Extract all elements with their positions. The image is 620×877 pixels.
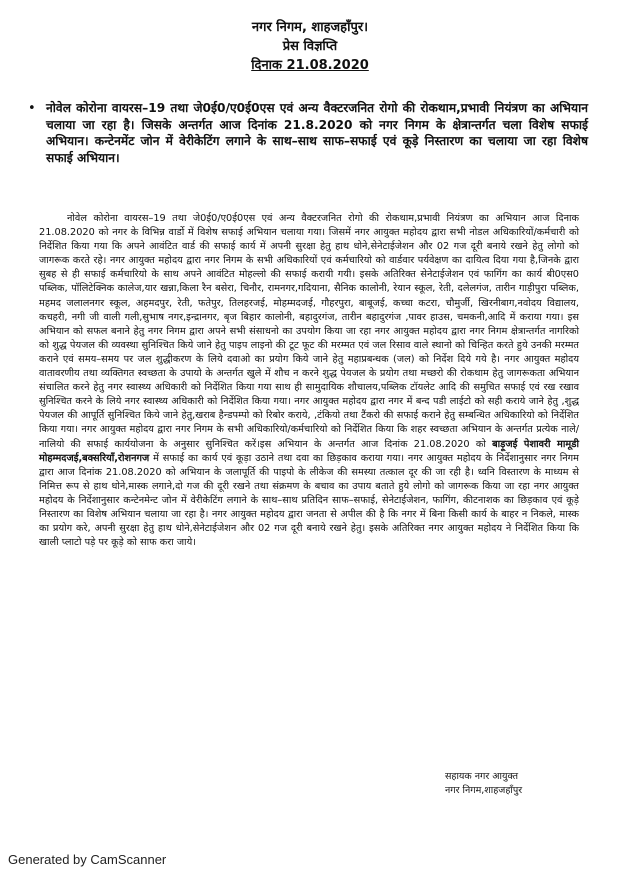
signature-block: [445, 770, 605, 798]
summary-text: नोवेल कोरोना वायरस–19 तथा जे0ई0/ए0ई0एस एवं अन्य वैक्टरजनित रोगो की रोकथाम,प्रभावी नियंत्रण का अभियान चलाया जा रहा है। जिसके अन्तर्गत आज दिनांक 21.8.2020 को नगर निगम के क्षेत्रान्तर्गत चला विशेष सफाई अभियान। कन्टेनमेंट जोन में वेरीकेटिंग लगाने के साथ–साथ साफ–सफाई एवं कूड़े निस्तारण का चलाया जा रहा विशेष सफाई अभियान।: [46, 101, 588, 165]
body-paragraph: [39, 212, 579, 550]
document-type: प्रेस विज्ञप्ति: [282, 39, 338, 54]
document-header: [0, 18, 620, 75]
body-text-part-2: में सफाई का कार्य एवं कूड़ा उठाने तथा दवा का छिड़काव कराया गया। नगर आयुक्त महोदय के निर्देशानुसार नगर निगम द्वारा आज दिनांक 21.08.2020 को अभियान के जलापूर्ति की पाइपो के लीकेज की समस्या तत्काल दूर की जा रही है। ध्वनि विस्तारण के माध्यम से निमित्त रूप से हाथ धोने,मास्क लगाने,दो गज की दूरी रखने तथा संक्रमण के बचाव का उपाय बताते हुये लोगो को जागरूक किया जा रहा नगर आयुक्त महोदय के निर्देशानुसार कन्टेनमेन्ट जोन में वेरीकेटिंग लगाने के साथ–साथ प्रतिदिन साफ–सफाई, सेनेटाईजेशन, फागिंग, कीटनाशक का छिड़काव एवं कूड़े निस्तारण का विशेष अभियान चलाया जा रहा है। नगर आयुक्त महोदय द्वारा जनता से अपील की है कि नगर में बिना किसी कार्य के बाहर न निकले, मास्क का प्रयोग करे, अपनी सुरक्षा हेतु हाथ धोने,सेनेटाईजेशन और 02 गज दूरी बनाये रखने हेतु। इसके अतिरिक्त नगर आयुक्त महोदय ने निर्देशित किया कि खाली प्लाटो पड़े पर कूड़े को साफ करा जाये।: [39, 452, 579, 549]
body-text-part-1: नोवेल कोरोना वायरस–19 तथा जे0ई0/ए0ई0एस एवं अन्य वैक्टरजनित रोगो की रोकथाम,प्रभावी नियंत्रण का अभियान आज दिनाक 21.08.2020 को नगर के विभिन्न वार्डो में विशेष सफाई अभियान चलाया गया। जिसमें नगर आयुक्त महोदय द्वारा सभी नोडल अधिकारियों/कर्मचारी को निर्देशित किया गया कि अपने आवंटित वार्ड की सफाई कार्य में अपनी सुरक्षा हेतु हाथ धोने,सेनेटाईजेशन और 02 गज दूरी बनाये रखने हेतु लोगो को जागरूक करते रहे। नगर आयुक्त महोदय द्वारा नगर निगम के सभी अधिकारियों एवं कर्मचारियो को वार्डवार पर्यवेक्षण का दायित्व दिया गया है,जिनके द्वारा सुबह से ही सफाई कर्मचारियो के साथ अपने आवंटित मोहल्लो की सफाई करायी गयी। इसके अतिरिक्त सेनेटाईजेशन एवं फागिंग का कार्य बी0एस0 पब्लिक, पॉलिटेक्निक कालेज,यार खन्ना,किला रैन बसेरा, चिनौर, रामनगर,गदियाना, सैनिक कालोनी, रेयान स्कूल, रेती, दलेलगंज, तारीन गाड़ीपुरा पब्लिक, महमद जलालनगर स्कूल, अहमदपुर, रेती, फतेपुर, तिलहरजई, मोहम्मदजई, गौहरपुरा, बाबूजई, कच्चा कटरा, चौमुर्जी, खिरनीबाग,नवोदय विद्यालय, कचहरी, नगी जी वाली गली,सुभाष नगर,इन्द्रानगर, बृज बिहार कालोनी, बहादुरगंज, तारीन बहादुरगंज ,पावर हाउस, चमकनी,आदि में कराया गया। इस अभियान को सफल बनाने हेतु नगर निगम द्वारा अपने सभी संसाधनो का उपयोग किया जा रहा नगर आयुक्त महोदय द्वारा नगर निगम क्षेत्रान्तर्गत नागरिको को शुद्ध पेयजल की व्यवस्था सुनिश्चित किये जाने हेतु पाइप लाइनो की टूट फूट की मरम्मत एवं जल रिसाव वाले स्थानो को चिन्हित करते हुये उनकी मरम्मत कराने एवं समय–समय पर जल शुद्धीकरण के लिये दवाओ का प्रयोग किये जाने हेतु महाप्रबन्धक (जल) को निर्देश दिये गये है। नगर आयुक्त महोदय वातावरणीय तथा व्यक्तिगत स्वच्छता के उपायो के अन्तर्गत खुले में शौच न करने शुद्ध पेयजल के प्रयोग तथा मच्छरो की रोकथाम हेतु जागरूकता अभियान संचालित करने हेतु नगर स्वास्थ्य अधिकारी को निर्देशित किया गया साथ ही सामुदायिक शौचालय,पब्लिक टॉयलेट आदि की समुचित सफाई एवं रख रखाव सुनिश्चित करने के लिये नगर स्वास्थ्य अधिकारी को निर्देशित किया गया। नगर आयुक्त महोदय द्वारा नगर में बन्द पडी लाईटो को सही कराये जाने हेतु ,शुद्ध पेयजल की आपूर्ति सुनिश्चित किये जाने हेतु,खराब हैन्डपम्पो को रिबोर कराये, ,टंकियो तथा टैंकरो की सफाई कराने हेतु सम्बन्धित अधिकारियो को निर्देशित किया गया। नगर आयुक्त महोदय द्वारा नगर निगम के सभी अधिकारियो/कर्मचारियो को निर्देशित किया कि शहर स्वच्छता अभियान के अन्तर्गत प्रत्येक नाले/नालियो की सफाई कार्ययोजना के अनुसार सुनिश्चित करें।इस अभियान के अन्तर्गत आज दिनांक 21.08.2020 को: [39, 213, 579, 450]
scanner-footer: Generated by CamScanner: [8, 852, 167, 867]
signatory-office: नगर निगम,शाहजहाँपुर: [445, 785, 523, 796]
signatory-title: सहायक नगर आयुक्त: [445, 771, 519, 782]
body-localities-bold: बाड़ूजई पेशावरी मामूडी मोहम्मदजई,बक्सरियाँ,रोशनगज: [39, 438, 579, 464]
bullet-icon: •: [28, 101, 36, 116]
organization-name: नगर निगम, शाहजहाँपुर।: [251, 20, 369, 35]
document-date: दिनाक 21.08.2020: [251, 58, 369, 73]
summary-block: [28, 100, 588, 166]
